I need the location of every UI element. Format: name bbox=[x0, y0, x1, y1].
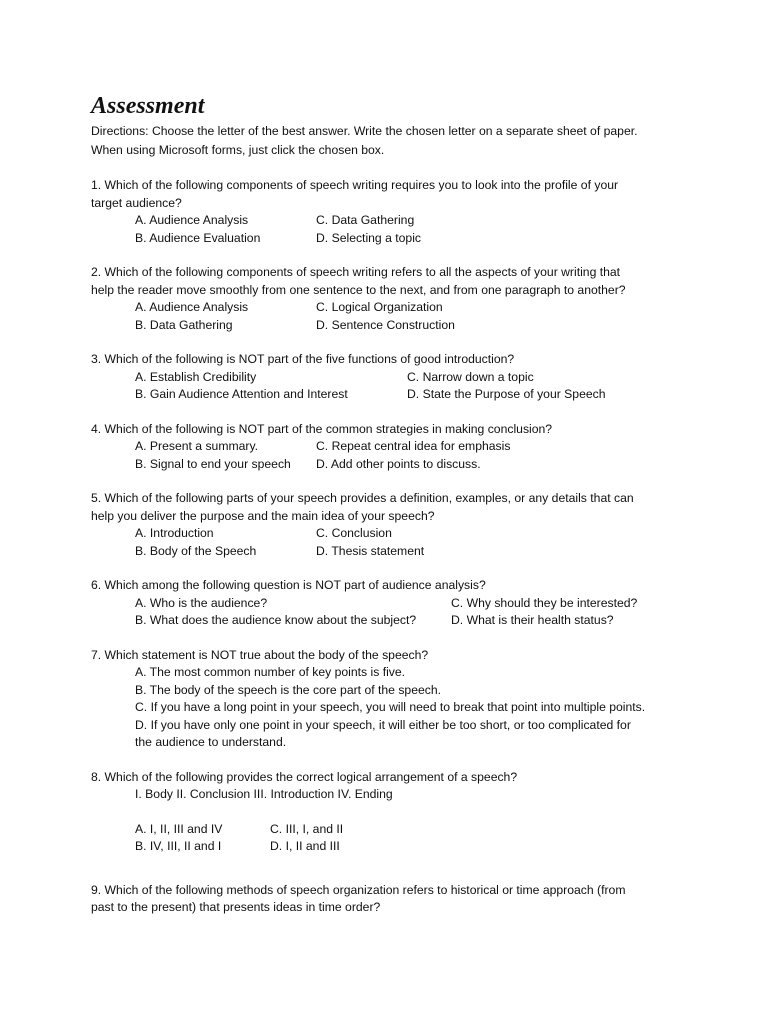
question-4 bbox=[91, 421, 691, 474]
directions-line: Directions: Choose the letter of the best answer. Write the chosen letter on a separate sheet of paper. bbox=[91, 124, 638, 138]
option-d[interactable]: D. Thesis statement bbox=[316, 543, 425, 558]
assessment-page bbox=[91, 92, 691, 917]
option-d[interactable]: D. Selecting a topic bbox=[316, 230, 422, 245]
option-d[interactable]: D. If you have only one point in your speech, it will either be too short, or too complicated for bbox=[135, 717, 631, 732]
option-b[interactable]: B. Audience Evaluation bbox=[135, 230, 261, 245]
question-3 bbox=[91, 351, 691, 404]
options bbox=[135, 299, 691, 334]
question-text: 7. Which statement is NOT true about the body of the speech? bbox=[91, 647, 429, 662]
question-text: 3. Which of the following is NOT part of the five functions of good introduction? bbox=[91, 352, 515, 366]
page-title: Assessment bbox=[91, 93, 205, 119]
question-2 bbox=[91, 264, 691, 334]
option-a[interactable]: A. Introduction bbox=[135, 526, 214, 540]
option-d[interactable]: D. Sentence Construction bbox=[316, 317, 455, 332]
option-a[interactable]: A. Who is the audience? bbox=[135, 595, 268, 610]
option-b[interactable]: B. Signal to end your speech bbox=[135, 456, 291, 471]
option-a[interactable]: A. Audience Analysis bbox=[135, 213, 249, 227]
options bbox=[135, 369, 691, 404]
option-d[interactable]: D. I, II and III bbox=[270, 839, 340, 853]
question-text: 6. Which among the following question is NOT part of audience analysis? bbox=[91, 578, 486, 592]
option-d[interactable]: D. What is their health status? bbox=[451, 613, 614, 627]
option-b[interactable]: B. Body of the Speech bbox=[135, 543, 257, 558]
option-d[interactable]: D. State the Purpose of your Speech bbox=[407, 387, 606, 401]
option-b[interactable]: B. The body of the speech is the core part of the speech. bbox=[135, 682, 442, 697]
options bbox=[135, 525, 691, 560]
question-9 bbox=[91, 882, 691, 917]
options bbox=[135, 438, 691, 473]
option-c[interactable]: C. Why should they be interested? bbox=[451, 595, 638, 610]
option-c[interactable]: C. If you have a long point in your speech, you will need to break that point into multiple points. bbox=[135, 700, 646, 714]
option-a[interactable]: A. Audience Analysis bbox=[135, 300, 249, 314]
options bbox=[135, 664, 691, 752]
question-text: 5. Which of the following parts of your speech provides a definition, examples, or any details that can help you deliver the purpose and the main idea of your speech? bbox=[91, 491, 634, 523]
option-c[interactable]: C. Data Gathering bbox=[316, 213, 415, 227]
question-7 bbox=[91, 647, 691, 752]
option-d-continued: the audience to understand. bbox=[135, 735, 287, 749]
question-5 bbox=[91, 490, 691, 560]
option-b[interactable]: B. Gain Audience Attention and Interest bbox=[135, 387, 348, 401]
options bbox=[135, 212, 691, 247]
question-8 bbox=[91, 769, 691, 856]
option-a[interactable]: A. The most common number of key points is five. bbox=[135, 665, 406, 679]
directions bbox=[91, 122, 691, 160]
question-6 bbox=[91, 577, 691, 630]
question-text: 8. Which of the following provides the correct logical arrangement of a speech? bbox=[91, 769, 518, 784]
question-text: 2. Which of the following components of speech writing refers to all the aspects of your writing that help the reader move smoothly from one sentence to the next, and from one paragraph to another? bbox=[91, 265, 626, 297]
option-a[interactable]: A. Present a summary. bbox=[135, 439, 259, 453]
question-1 bbox=[91, 177, 691, 247]
options bbox=[135, 821, 691, 856]
question-text: 1. Which of the following components of speech writing requires you to look into the profile of your target audience? bbox=[91, 178, 619, 210]
option-b[interactable]: B. IV, III, II and I bbox=[135, 839, 222, 853]
option-c[interactable]: C. III, I, and II bbox=[270, 821, 344, 836]
option-a[interactable]: A. I, II, III and IV bbox=[135, 821, 223, 836]
option-c[interactable]: C. Narrow down a topic bbox=[407, 369, 534, 384]
directions-line: When using Microsoft forms, just click the chosen box. bbox=[91, 143, 385, 157]
option-b[interactable]: B. Data Gathering bbox=[135, 317, 233, 332]
question-text: 9. Which of the following methods of speech organization refers to historical or time approach (from past to the present) that presents ideas in time order? bbox=[91, 882, 626, 914]
option-c[interactable]: C. Conclusion bbox=[316, 526, 392, 540]
options bbox=[135, 595, 691, 630]
option-b[interactable]: B. What does the audience know about the subject? bbox=[135, 613, 417, 627]
option-a[interactable]: A. Establish Credibility bbox=[135, 369, 257, 384]
question-text: 4. Which of the following is NOT part of the common strategies in making conclusion? bbox=[91, 421, 553, 436]
sequence-list: I. Body II. Conclusion III. Introduction IV. Ending bbox=[135, 787, 393, 801]
option-c[interactable]: C. Repeat central idea for emphasis bbox=[316, 439, 511, 453]
option-c[interactable]: C. Logical Organization bbox=[316, 300, 443, 314]
option-d[interactable]: D. Add other points to discuss. bbox=[316, 456, 481, 471]
